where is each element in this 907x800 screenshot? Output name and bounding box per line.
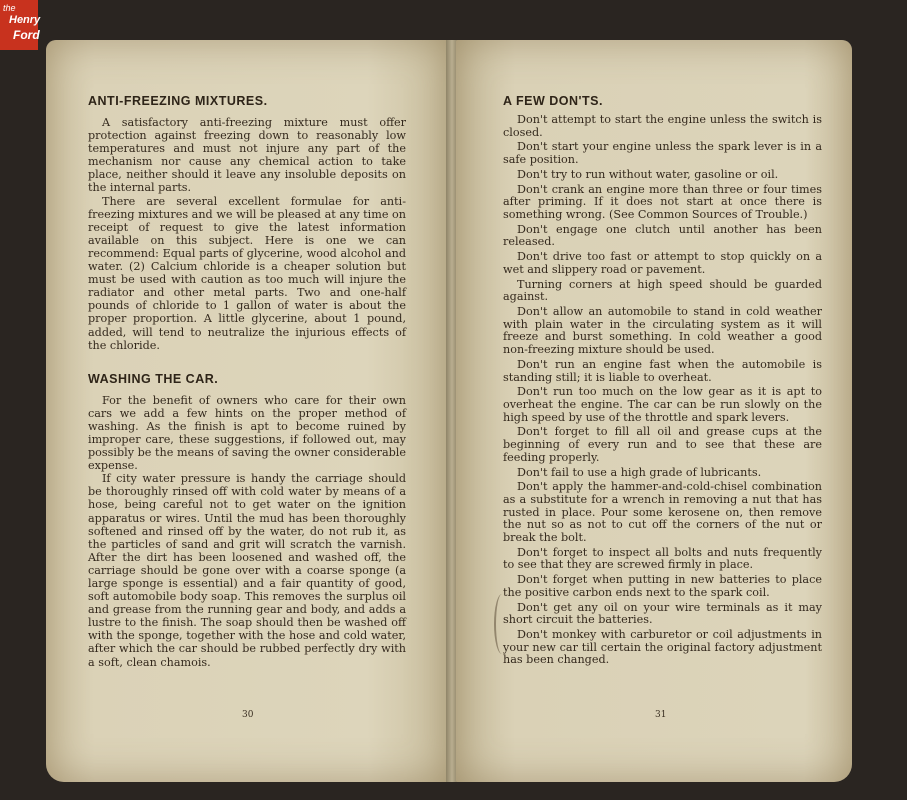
- right-page: [456, 40, 852, 782]
- logo-text-ford: Ford: [13, 28, 40, 42]
- dont-item: Don't run an engine fast when the automobile is standing still; it is liable to overheat.: [503, 357, 822, 384]
- page-number-left: 30: [242, 710, 254, 720]
- dont-item: Don't fail to use a high grade of lubricants.: [517, 465, 762, 479]
- logo-text-henry: Henry: [9, 14, 41, 26]
- dont-item: Don't forget to inspect all bolts and nuts frequently to see that they are screwed firmly in place.: [503, 545, 822, 572]
- left-page: [46, 40, 448, 782]
- dont-item: Don't get any oil on your wire terminals as it may short circuit the batteries.: [503, 600, 822, 627]
- dont-item: Don't apply the hammer-and-cold-chisel combination as a substitute for a wrench in removing a nut that has rusted in place. Pour some kerosene on, then remove the nut so as not to cut off the corners of the nut or break the bolt.: [503, 480, 822, 544]
- heading-washing-the-car: WASHING THE CAR.: [88, 371, 219, 386]
- henry-ford-logo: [0, 0, 41, 50]
- dont-item: Don't drive too fast or attempt to stop quickly on a wet and slippery road or pavement.: [503, 250, 822, 276]
- heading-anti-freezing: ANTI-FREEZING MIXTURES.: [88, 94, 268, 108]
- donts-list: [503, 114, 822, 667]
- dont-item: Don't forget when putting in new batteries to place the positive carbon ends next to the spark coil.: [503, 573, 822, 599]
- pencil-mark: [494, 594, 510, 654]
- dont-item: Don't monkey with carburetor or coil adjustments in your new car till certain the original factory adjustment has been changed.: [503, 628, 822, 667]
- anti-freezing-paragraph-1: A satisfactory anti-freezing mixture must offer protection against freezing down to reasonably low temperatures and must not injure any part of the mechanism nor cause any chemical action to take place, neither should it leave any insoluble deposits on the internal parts.: [88, 116, 406, 195]
- dont-item: Don't crank an engine more than three or four times after priming. If it does not start at once there is something wrong. (See Common Sources of Trouble.): [503, 182, 822, 221]
- left-page-content: [88, 94, 406, 669]
- dont-item: Don't engage one clutch until another has been released.: [503, 222, 822, 249]
- dont-item: Don't attempt to start the engine unless the switch is closed.: [503, 113, 822, 139]
- washing-paragraph-2: If city water pressure is handy the carriage should be thoroughly rinsed off with cold water by means of a hose, being careful not to get water on the ignition apparatus or wires. Until the mud has been thoroughly softened and rinsed off by the water, do not rub it, as the particles of sand and grit will scratch the varnish. After the dirt has been loosened and washed off, the carriage should be gone over with a coarse sponge (a large sponge is essential) and a fair quantity of good, soft automobile body soap. This removes the surplus oil and grease from the running gear and body, and adds a lustre to the finish. The soap should then be washed off with the sponge, together with the hose and cold water, after which the car should be rubbed perfectly dry with a soft, clean chamois.: [88, 472, 406, 669]
- logo-text-the: the: [3, 3, 16, 13]
- dont-item: Don't run too much on the low gear as it is apt to overheat the engine. The car can be run slowly on the high speed by use of the throttle and spark levers.: [503, 385, 822, 424]
- anti-freezing-paragraph-2: There are several excellent formulae for anti-freezing mixtures and we will be pleased at any time on receipt of request to give the latest information available on this subject. Here is one we can recommend: Equal parts of glycerine, wood alcohol and water. (2) Calcium chloride is a cheaper solution but must be used with caution as too much will injure the radiator and other metal parts. Two and one-half pounds of chloride to 1 gallon of water is about the proper proportion. A little glycerine, about 1 pound, added, will tend to neutralize the injurious effects of the chloride.: [88, 194, 406, 352]
- dont-item: Don't start your engine unless the spark lever is in a safe position.: [503, 140, 822, 167]
- dont-item: Don't forget to fill all oil and grease cups at the beginning of every run and to see that these are feeding properly.: [503, 425, 822, 464]
- dont-item: Don't allow an automobile to stand in cold weather with plain water in the circulating system as it will freeze and burst something. In cold weather a good non-freezing mixture should be used.: [503, 305, 822, 357]
- dont-item: Don't try to run without water, gasoline or oil.: [517, 167, 779, 181]
- right-page-content: [503, 94, 822, 669]
- page-number-right: 31: [655, 710, 667, 720]
- heading-a-few-donts: A FEW DON'TS.: [503, 94, 603, 108]
- washing-paragraph-1: For the benefit of owners who care for their own cars we add a few hints on the proper method of washing. As the finish is apt to become ruined by improper care, these suggestions, if followed out, may possibly be the means of saving the owner considerable expense.: [88, 393, 406, 473]
- dont-item: Turning corners at high speed should be guarded against.: [503, 277, 822, 304]
